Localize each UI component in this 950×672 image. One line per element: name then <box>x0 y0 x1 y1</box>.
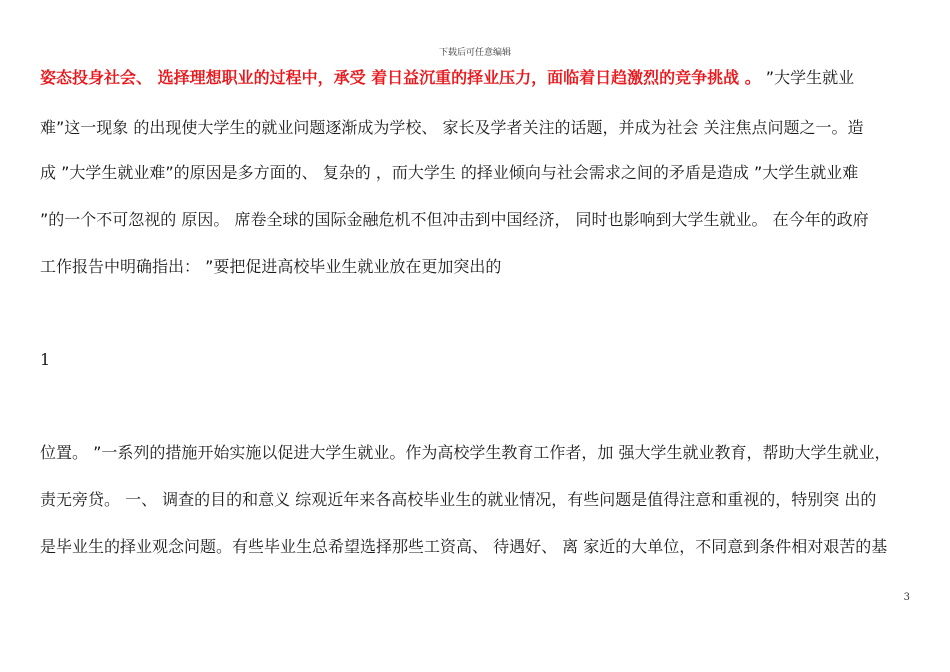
paragraph1-line1 <box>40 68 920 88</box>
header-note: 下载后可任意编辑 <box>438 48 511 58</box>
paragraph2-line3: 是毕业生的择业观念问题。有些毕业生总希望选择那些工资高、 待遇好、 离 家近的大单位，不同意到条件相对艰苦的基 <box>40 537 888 556</box>
paragraph2-line2: 责无旁贷。 一、 调查的目的和意义 综观近年来各高校毕业生的就业情况，有些问题是值得注意和重视的，特别突 出的 <box>40 490 877 509</box>
paragraph1-line2: 难”这一现象 的出现使大学生的就业问题逐渐成为学校、 家长及学者关注的话题，并成为社会 关注焦点问题之一。造 <box>40 118 864 137</box>
paragraph1-line5: 工作报告中明确指出： ”要把促进高校毕业生就业放在更加突出的 <box>40 257 502 276</box>
paragraph2-line1: 位置。 ”一系列的措施开始实施以促进大学生就业。作为高校学生教育工作者，加 强大学生就业教育，帮助大学生就业， <box>40 443 891 462</box>
paragraph1-line3: 成 ”大学生就业难”的原因是多方面的、 复杂的 ，而大学生 的择业倾向与社会需求之间的矛盾是造成 ”大学生就业难 <box>40 163 859 182</box>
page-break-number: 1 <box>40 350 51 369</box>
body-text: ”大学生就业 <box>760 68 855 87</box>
paragraph1-line4: ”的一个不可忽视的 原因。 席卷全球的国际金融危机不但冲击到中国经济， 同时也影响到大学生就业。 在今年的政府 <box>40 210 869 229</box>
page-number: 3 <box>903 592 910 603</box>
highlighted-red-text: 姿态投身社会、 选择理想职业的过程中，承受 着日益沉重的择业压力，面临着日趋激烈的竞争挑战 。 <box>40 68 761 87</box>
